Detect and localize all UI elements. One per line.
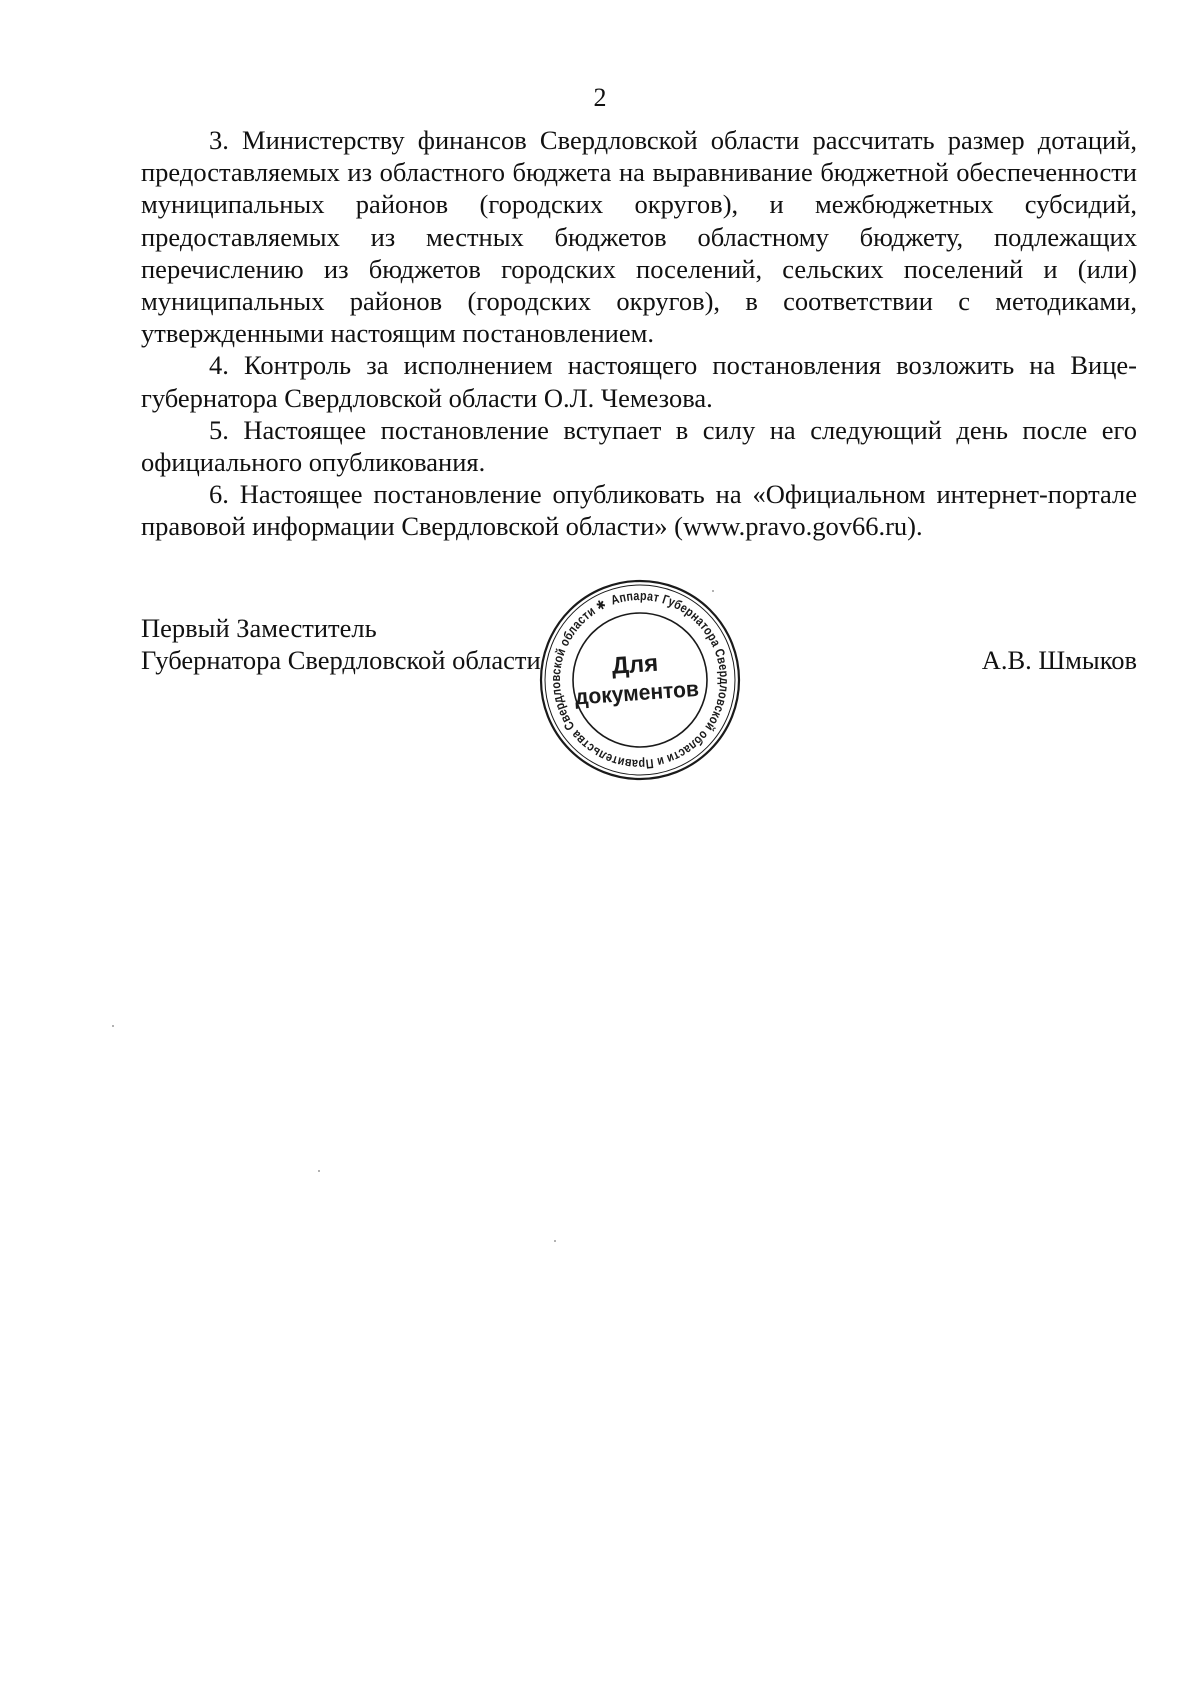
signatory-name: А.В. Шмыков — [981, 645, 1137, 675]
paragraph-4: 4. Контроль за исполнением настоящего постановления возложить на Вице-губернатора Свердловской области О.Л. Чемезова. — [141, 350, 1137, 413]
scan-speck — [112, 1025, 114, 1027]
paragraph-6: 6. Настоящее постановление опубликовать на «Официальном интернет-портале правовой информации Свердловской области» (www.pravo.gov66.ru). — [141, 479, 1137, 542]
document-body — [141, 124, 1137, 543]
scan-speck — [712, 590, 714, 592]
stamp-ring-text: Аппарат Губернатора Свердловской области и Правительства Свердловской области ✱ — [547, 587, 733, 773]
scan-speck — [554, 1240, 556, 1242]
signatory-position-line-1: Первый Заместитель — [141, 613, 377, 643]
paragraph-5: 5. Настоящее постановление вступает в силу на следующий день после его официального опубликования. — [141, 414, 1137, 478]
page-number: 2 — [593, 83, 607, 112]
official-stamp — [536, 576, 744, 784]
stamp-center-line-2: документов — [574, 675, 706, 710]
scan-speck — [318, 1170, 320, 1172]
stamp-center-line-1: Для — [610, 649, 659, 680]
signatory-position-line-2: Губернатора Свердловской области — [141, 645, 541, 676]
paragraph-3: 3. Министерству финансов Свердловской области рассчитать размер дотаций, предоставляемых из областного бюджета на выравнивание бюджетной обеспеченности муниципальных районов (городских округов), и межбюджетных субсидий, предоставляемых из местных бюджетов областному бюджету, подлежащих перечислению из бюджетов городских поселений, сельских поселений и (или) муниципальных районов (городских округов), в соответствии с методиками, утвержденными настоящим постановлением. — [141, 125, 1137, 349]
stamp-seal-graphic — [536, 576, 744, 784]
